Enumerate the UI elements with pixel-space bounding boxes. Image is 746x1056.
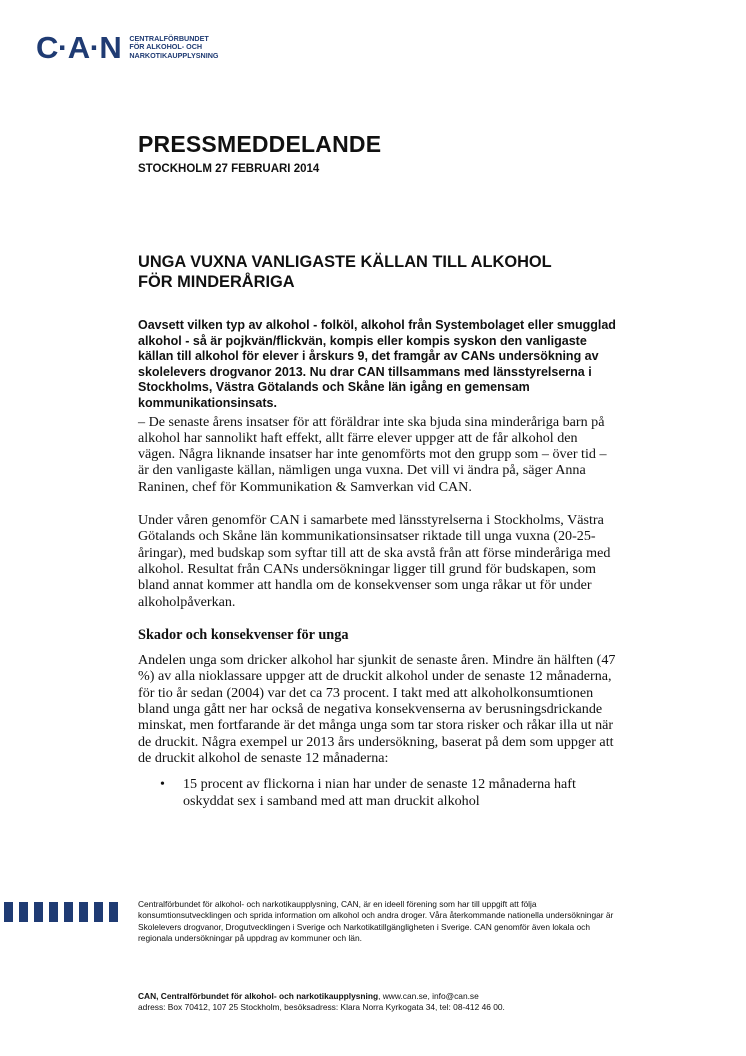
bullet-icon: • bbox=[160, 776, 165, 793]
footer-bar bbox=[94, 902, 103, 922]
footer-bar bbox=[64, 902, 73, 922]
bullet-list bbox=[138, 776, 618, 809]
logo-line-2: FÖR ALKOHOL- OCH bbox=[129, 42, 203, 52]
footer-bar bbox=[49, 902, 58, 922]
body-paragraph: – De senaste årens insatser för att föräldrar inte ska bjuda sina minderåriga barn på alkohol har sannolikt haft effekt, allt färre elever uppger att de får alkohol den vägen. Några liknande insatser har inte genomförts mot den grupp som – över tid – är den vanligaste källan, nämligen unga vuxna. Det vill vi ändra på, säger Anna Raninen, chef för Kommunikation & Samverkan vid CAN. bbox=[138, 413, 607, 495]
footer-bar bbox=[109, 902, 118, 922]
section-heading: Skador och konsekvenser för unga bbox=[138, 626, 349, 643]
lead-paragraph: Oavsett vilken typ av alkohol - folköl, alkohol från Systembolaget eller smugglad alkohol - så är pojkvän/flickvän, kompis eller kompis syskon den vanligaste källan till alkohol för elever i årskurs 9, det framgår av CANs undersökning av skolelevers drogvanor 2013. Nu drar CAN tillsammans med länsstyrelserna i Stockholms, Västra Götalands och Skåne län igång en gemensam kommunikationsinsats. bbox=[138, 318, 616, 410]
footer-bar bbox=[34, 902, 43, 922]
press-date: STOCKHOLM 27 FEBRUARI 2014 bbox=[138, 163, 320, 175]
list-item-text: 15 procent av flickorna i nian har under de senaste 12 månaderna haft oskyddat sex i samband med att man druckit alkohol bbox=[183, 776, 576, 809]
footer-contact bbox=[138, 991, 638, 1014]
logo-line-1: CENTRALFÖRBUNDET bbox=[129, 34, 209, 44]
list-item bbox=[138, 776, 618, 809]
logo-subtitle bbox=[129, 35, 218, 60]
footer-bar bbox=[19, 902, 28, 922]
footer-bars-decoration bbox=[4, 902, 124, 922]
logo-line-3: NARKOTIKAUPPLYSNING bbox=[129, 50, 219, 60]
footer-org-name: CAN, Centralförbundet för alkohol- och narkotikaupplysning bbox=[138, 991, 379, 1001]
headline: UNGA VUXNA VANLIGASTE KÄLLAN TILL ALKOHOL FÖR MINDERÅRIGA bbox=[138, 253, 552, 291]
can-logo bbox=[36, 32, 219, 63]
body-paragraph: Under våren genomför CAN i samarbete med länsstyrelserna i Stockholms, Västra Götalands och Skåne län kommunikationsinsatser riktade till unga vuxna (20-25-åringar), med budskap som syftar till att de ska avstå från att förse minderåriga med alkohol. Resultat från CANs undersökningar ligger till grund för budskapen, som bland annat kommer att handla om de konsekvenser som unga råkar ut för under alkoholpåverkan. bbox=[138, 512, 611, 610]
logo-mark: C·A·N bbox=[36, 30, 122, 65]
article-body bbox=[138, 318, 618, 809]
footer-bar bbox=[79, 902, 88, 922]
section-paragraph: Andelen unga som dricker alkohol har sjunkit de senaste åren. Mindre än hälften (47 %) av alla nioklassare uppger att de druckit alkohol under de senaste 12 månaderna, för tio år sedan (2004) var det ca 73 procent. I takt med att alkoholkonsumtionen bland unga gått ner har också de negativa konsekvenserna av berusningsdrickande minskat, men fortfarande är det många unga som tar stora risker och råkar illa ut när de druckit. Några exempel ur 2013 års undersökning, baserat på dem som uppger att de druckit alkohol de senaste 12 månaderna: bbox=[138, 652, 616, 766]
page-title: PRESSMEDDELANDE bbox=[138, 131, 382, 157]
footer-address: adress: Box 70412, 107 25 Stockholm, besöksadress: Klara Norra Kyrkogata 34, tel: 08-412 46 00. bbox=[138, 1002, 505, 1013]
footer-contact-info: , www.can.se, info@can.se bbox=[378, 991, 479, 1001]
footer-about: Centralförbundet för alkohol- och narkotikaupplysning, CAN, är en ideell förening som har till uppgift att följa konsumtionsutvecklingen och sprida information om alkohol och andra droger. Våra återkommande nationella undersökningar är Skolelevers drogvanor, Drogutvecklingen i Sverige och Narkotikatillgängligheten i Sverige. CAN genomför även lokala och regionala undersökningar på uppdrag av kommuner och län. bbox=[138, 899, 614, 943]
footer-bar bbox=[4, 902, 13, 922]
